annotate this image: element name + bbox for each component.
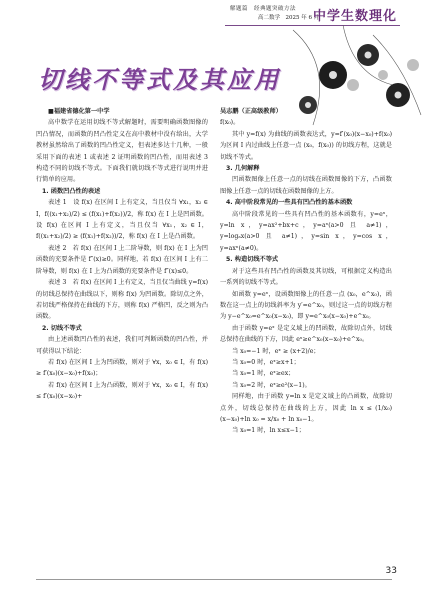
page-number: 33 — [385, 566, 397, 576]
paragraph: 高中数学在运用切线不等式解题时，需要明确函数图像的凹凸情况，而函数的凹凸性定义在高中教材中没有给出，大学教材虽然给出了函数的凹凸性定义，但表述多达十几种，一般采用下面的表述 1 或表述 2 证明函数的凹凸性，而用表述 3 构造不同的切线不等式。下面我们就切线不等式进行说明并进行简单的应用。 — [36, 119, 208, 184]
paragraph: 其中 y=f(x) 为曲线的函数表达式，y=f′(x₀)(x−x₀)+f(x₀) 为区间 I 内过曲线上任意一点 (x₀，f(x₀)) 的切线方程，这就是切线不等式。 — [220, 130, 392, 161]
paragraph: 凹函数图像上任意一点的切线在函数图像的下方，凸函数图像上任意一点的切线在函数图像的上方。 — [220, 176, 392, 195]
paragraph: 高中阶段常见的一些具有凹凸性的基本函数有，y=eˣ，y=ln x，y=ax²+bx+c，y=aˣ(a>0 且 a≠1)，y=logₐx(a>0 且 a≠1)，y=sin x，y=cos x，y=axⁿ(a≠0)。 — [220, 210, 392, 252]
right-column — [220, 106, 392, 437]
article-title: 切线不等式及其应用 — [38, 66, 281, 94]
paragraph: 同样地，由于函数 y=ln x 是定义域上的凸函数，故除切点外，切线总保持在曲线的上方，因此 ln x ≤ (1/x₀)(x−x₀)+ln x₀ = x/x₀ + ln x₀−1。 — [220, 393, 392, 423]
paragraph: 由于函数 y=eˣ 是定义域上的凹函数，故除切点外，切线总保持在曲线的下方，因此 eˣ≥e^x₀(x−x₀)+e^x₀。 — [220, 324, 392, 344]
paragraph: 如函数 y=eˣ，设函数图像上的任意一点 (x₀，e^x₀)，函数在这一点上的切线斜率为 y′=e^x₀，则过这一点的切线方程为 y−e^x₀=e^x₀(x−x₀)，即 y=e^x₀(x−x₀)+e^x₀。 — [220, 290, 392, 321]
paragraph: 表述 2 若 f(x) 在区间 I 上二阶导数，则 f(x) 在 I 上为凹函数的充要条件是 f″(x)≥0。同样地，若 f(x) 在区间 I 上有二阶导数，则 f(x) 在 I 上为凸函数的充要条件是 f″(x)≤0。 — [36, 244, 208, 275]
author-affiliation: ■福建省德化第一中学 — [48, 108, 110, 115]
section-heading: 4. 高中阶段常见的一些具有凹凸性的基本函数 — [226, 199, 353, 207]
footer-rule — [36, 579, 392, 580]
paragraph: 对于这些具有凹凸性的函数及其切线，可根据定义构造出一系列的切线不等式。 — [220, 267, 392, 287]
magazine-brand: 中学生数理化 — [312, 9, 397, 24]
left-column — [36, 106, 208, 403]
paragraph: 表述 1 设 f(x) 在区间 I 上有定义，当且仅当 ∀x₁，x₂ ∈ I，f((x₁+x₂)/2) ≤ (f(x₁)+f(x₂))/2，称 f(x) 在 I 上是凹函数。设 f(x) 在区间 I 上有定义，当且仅当 ∀x₁，x₂ ∈ I，f((x₁+x₂)/2) ≥ (f(x₁)+f(x₂))/2，称 f(x) 在 I 上是凸函数。 — [36, 199, 208, 241]
paragraph: 由上述函数凹凸性的表述，我们可判断函数的凹凸性，并可获得以下结论： — [36, 336, 208, 355]
paragraph: 当 x₀=−1 时，eˣ ≥ (x+2)/e； — [232, 347, 320, 355]
section-heading: 5. 构造切线不等式 — [226, 256, 279, 264]
header-column-label: 解题篇 经典题突破方法 — [230, 6, 297, 12]
paragraph: 当 x₀=1 时，eˣ≥ex； — [232, 370, 295, 378]
paragraph: 当 x₀=2 时，eˣ≥e²(x−1)。 — [232, 381, 311, 389]
paragraph: 当 x₀=1 时，ln x≤x−1； — [232, 427, 305, 435]
paragraph: 表述 3 若 f(x) 在区间 I 上有定义，当且仅当曲线 y=f(x) 的切线总保持在曲线以下，则称 f(x) 为凹函数。除切点之外，若切线严格保持在曲线的下方，则称 f(x) 严格凹，反之则为凸函数。 — [36, 279, 208, 321]
paragraph: 若 f(x) 在区间 I 上为凹函数，则对于 ∀x，x₀ ∈ I，有 f(x) ≥ f′(x₀)(x−x₀)+f(x₀)； — [36, 358, 208, 378]
section-heading: 1. 函数凹凸性的表述 — [42, 187, 101, 195]
section-heading: 2. 切线不等式 — [42, 324, 82, 332]
paragraph: 若 f(x) 在区间 I 上为凸函数，则对于 ∀x，x₀ ∈ I，有 f(x) ≤ f′(x₀)(x−x₀)+ — [36, 381, 208, 401]
author-name: 吴志鹏（正高级教师） — [220, 108, 282, 115]
header-issue-label: 高二数学 2025 年 6 月 — [258, 15, 320, 21]
section-heading: 3. 几何解释 — [226, 165, 260, 173]
paragraph: f(x₀)。 — [220, 119, 240, 127]
paragraph: 当 x₀=0 时，eˣ≥x+1； — [232, 358, 300, 366]
